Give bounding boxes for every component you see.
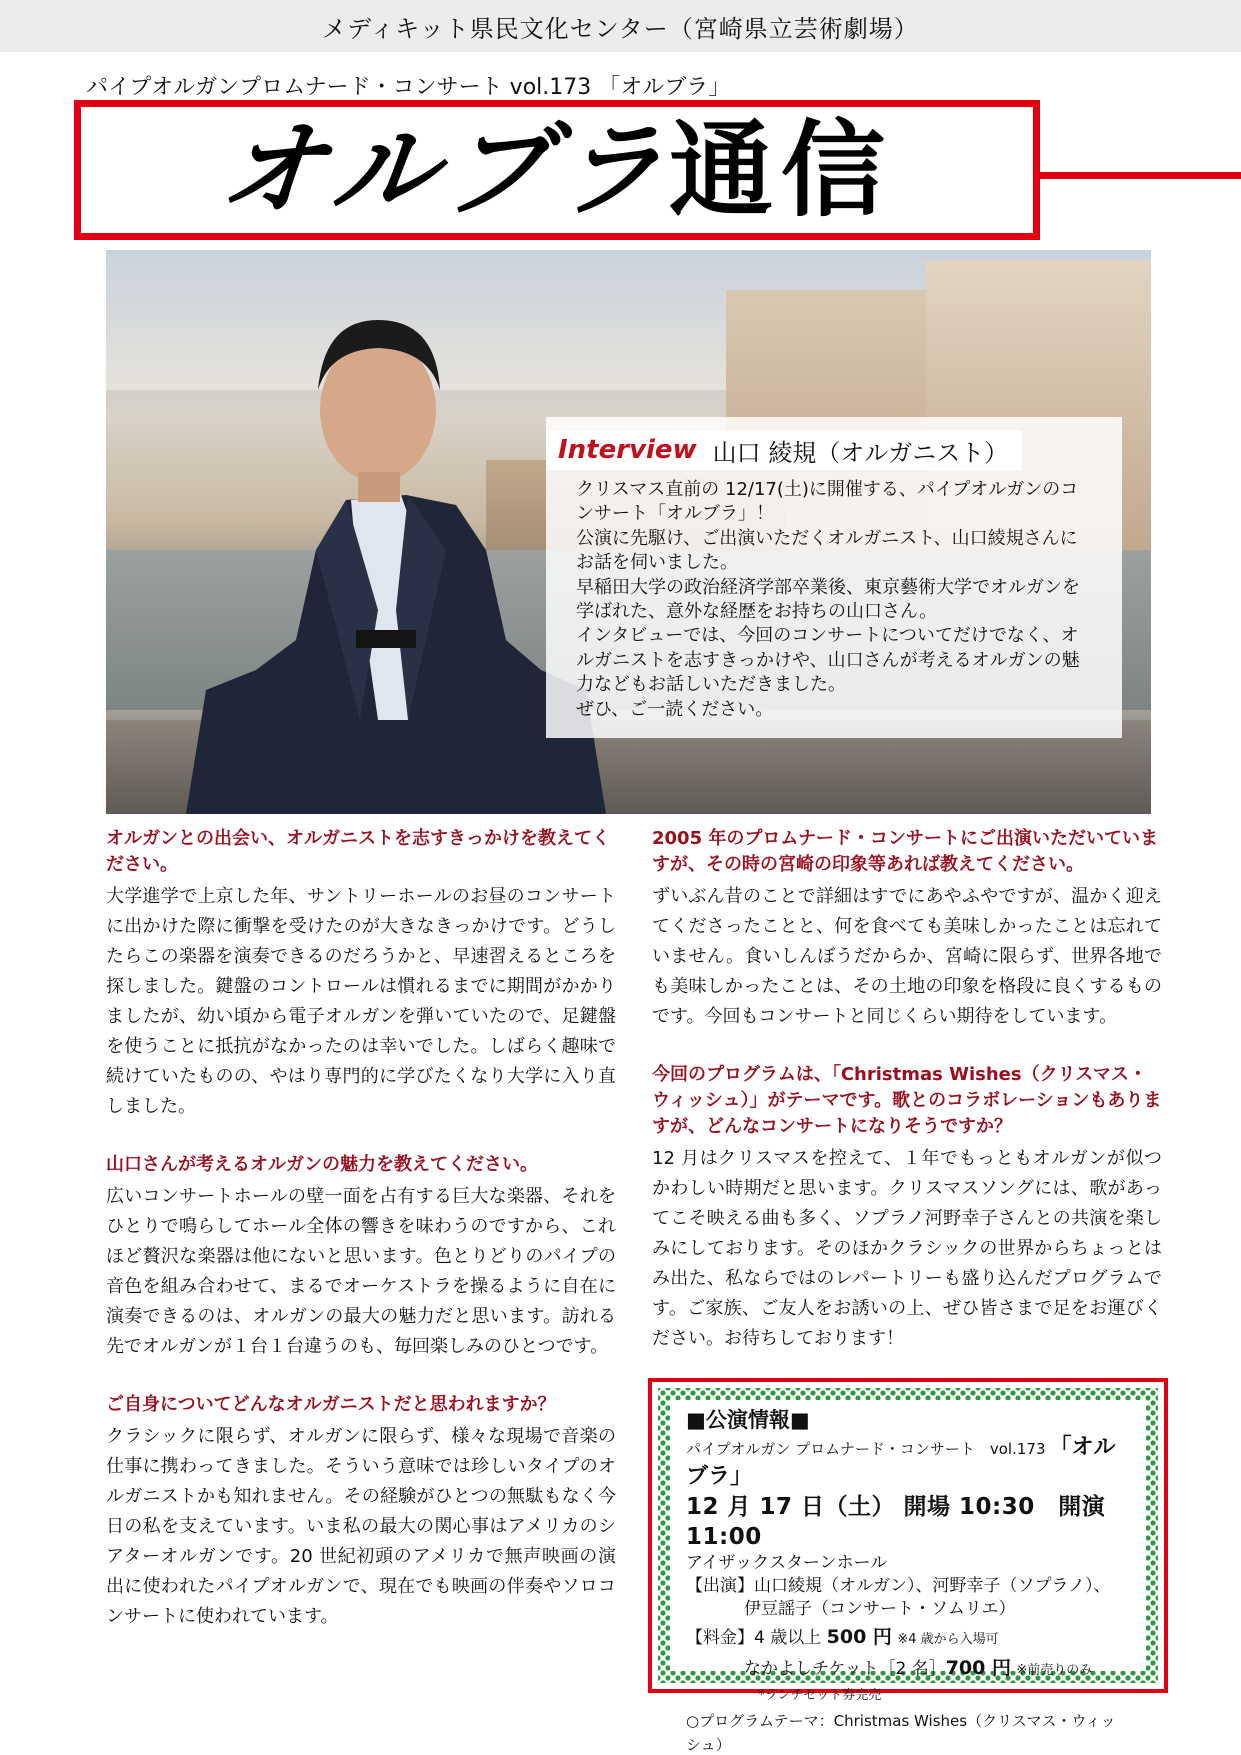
price-label: 【料金】4 歳以上 [686,1628,822,1648]
masthead-logo [214,109,894,231]
info-series-label: パイプオルガン プロムナード・コンサート vol.173 [686,1440,1046,1458]
info-date: 12 月 17 日（土） 開場 10:30 開演 11:00 [686,1494,1106,1550]
ticket-label: なかよしチケット［2 名］ [744,1659,946,1679]
interview-intro-text [576,478,1106,722]
answer-2: 広いコンサートホールの壁一面を占有する巨大な楽器、それをひとりで鳴らしてホール全体の響きを味わうのですから、これほど贅沢な楽器は他にないと思います。色とりどりのパイプの音色を組み合わせて、まるでオーケストラを操るように自在に演奏できるのは、オルガンの最大の魅力だと思います。訪れる先でオルガンが１台１台違うのも、毎回楽しみのひとつです。 [106,1186,616,1357]
masthead-logo-main: オルブラ [214,109,676,231]
answer-5: 12 月はクリスマスを控えて、１年でもっともオルガンが似つかわしい時期だと思います。クリスマスソングには、歌があってこそ映える曲も多く、ソプラノ河野幸子さんとの共演を楽しみにしております。そのほかクラシックの世界からちょっとはみ出た、私ならではのレパートリーも盛り込んだプログラムです。ご家族、ご友人をお誘いの上、ぜひ皆さまで足をお運びください。お待ちしております！ [652,1148,1162,1349]
interviewee-name: 山口 綾規（オルガニスト） [712,438,1009,467]
series-title: パイプオルガンプロムナード・コンサート vol.173 「オルブラ」 [86,75,731,100]
question-5: 今回のプログラムは、「Christmas Wishes（クリスマス・ウィッシュ）」がテーマです。歌とのコラボレーションもありますが、どんなコンサートになりそうですか？ [652,1064,1162,1137]
interview-label: Interview [558,435,697,465]
intro-line: クリスマス直前の 12/17(土)に開催する、パイプオルガンのコ [576,479,1079,500]
question-3: ご自身についてどんなオルガニストだと思われますか？ [106,1394,556,1415]
answer-1: 大学進学で上京した年、サントリーホールのお昼のコンサートに出かけた際に衝撃を受けたのが大きなきっかけです。どうしたらこの楽器を演奏できるのだろうかと、早速習えるところを探しました。鍵盤のコントロールは慣れるまでに期間がかかりましたが、幼い頃から電子オルガンを弾いていたので、足鍵盤を使うことに抵抗がなかったのは幸いでした。しばらく趣味で続けていたものの、やはり専門的に学びたくなり大学に入り直しました。 [106,886,616,1117]
info-cast: 【出演】山口綾規（オルガン）、河野幸子（ソプラノ）、 [686,1576,1111,1596]
interview-column-left [106,826,616,1632]
performance-info-box [648,1378,1168,1754]
intro-line: 公演に先駆け、ご出演いただくオルガニスト、山口綾規さんに [576,527,1078,549]
question-1: オルガンとの出会い、オルガニストを志すきっかけを教えてください。 [106,828,610,875]
info-cast-cont: 伊豆謡子（コンサート・ソムリエ） [744,1599,1016,1619]
info-series-name: 「オルブラ」 [686,1435,1116,1489]
info-lunch-note [686,1683,1130,1707]
answer-4: ずいぶん昔のことで詳細はすでにあやふやですが、温かく迎えてくださったことと、何を食べても美味しかったことは忘れていません。食いしんぼうだからか、宮崎に限らず、世界各地でも美味しかったことは、その土地の印象を格段に良くするものです。今回もコンサートと同じくらい期待をしています。 [652,886,1162,1027]
masthead-rule [1040,172,1241,179]
intro-line: 早稲田大学の政治経済学部卒業後、東京藝術大学でオルガンを [576,576,1080,598]
performance-info-content [670,1400,1146,1754]
info-title: ■公演情報■ [686,1408,810,1432]
intro-line: 学ばれた、意外な経歴をお持ちの山口さん。 [576,601,938,623]
info-theme: ○プログラムテーマ：Christmas Wishes（クリスマス・ウィッシュ） [686,1712,1116,1754]
question-4: 2005 年のプロムナード・コンサートにご出演いただいていますが、その時の宮崎の印象等あれば教えてください。 [652,828,1159,875]
intro-line: ぜひ、ご一読ください。 [576,698,774,720]
answer-3: クラシックに限らず、オルガンに限らず、様々な現場で音楽の仕事に携わってきました。そういう意味では珍しいタイプのオルガニストかも知れません。その経験がひとつの無駄もなく今日の私を支えています。いま私の最大の関心事はアメリカのシアターオルガンです。20 世紀初頭のアメリカで無声映画の演出に使われたパイプオルガンで、現在でも映画の伴奏やソロコンサートに使われています。 [106,1426,616,1627]
info-series [686,1434,1130,1492]
intro-line: 力などもお話しいただきました。 [576,674,846,696]
info-price [686,1625,1130,1652]
ticket-value: 700 円 [945,1657,1011,1679]
info-hall: アイザックスターンホール [686,1553,888,1573]
interview-column-right [652,826,1162,1354]
intro-line: インタビューでは、今回のコンサートについてだけでなく、オ [576,625,1079,647]
ticket-note: ※前売りのみ [1016,1663,1093,1678]
lunch-note-text: *ランチセット券完売 [758,1688,882,1703]
venue-header-bar [0,0,1241,52]
intro-line: お話を伺いました。 [576,552,738,574]
interview-heading [546,430,1022,470]
price-note: ※4 歳から入場可 [897,1632,999,1647]
intro-line: ンサート「オルブラ」！ [576,503,774,525]
intro-line: ルガニストを志すきっかけや、山口さんが考えるオルガンの魅 [576,649,1080,671]
masthead [74,100,1040,240]
question-2: 山口さんが考えるオルガンの魅力を教えてください。 [106,1154,538,1175]
info-ticket [686,1656,1130,1683]
masthead-logo-sub: 通信 [669,109,894,231]
price-value: 500 円 [826,1626,892,1648]
venue-name: メディキット県民文化センター（宮崎県立芸術劇場） [322,14,919,43]
